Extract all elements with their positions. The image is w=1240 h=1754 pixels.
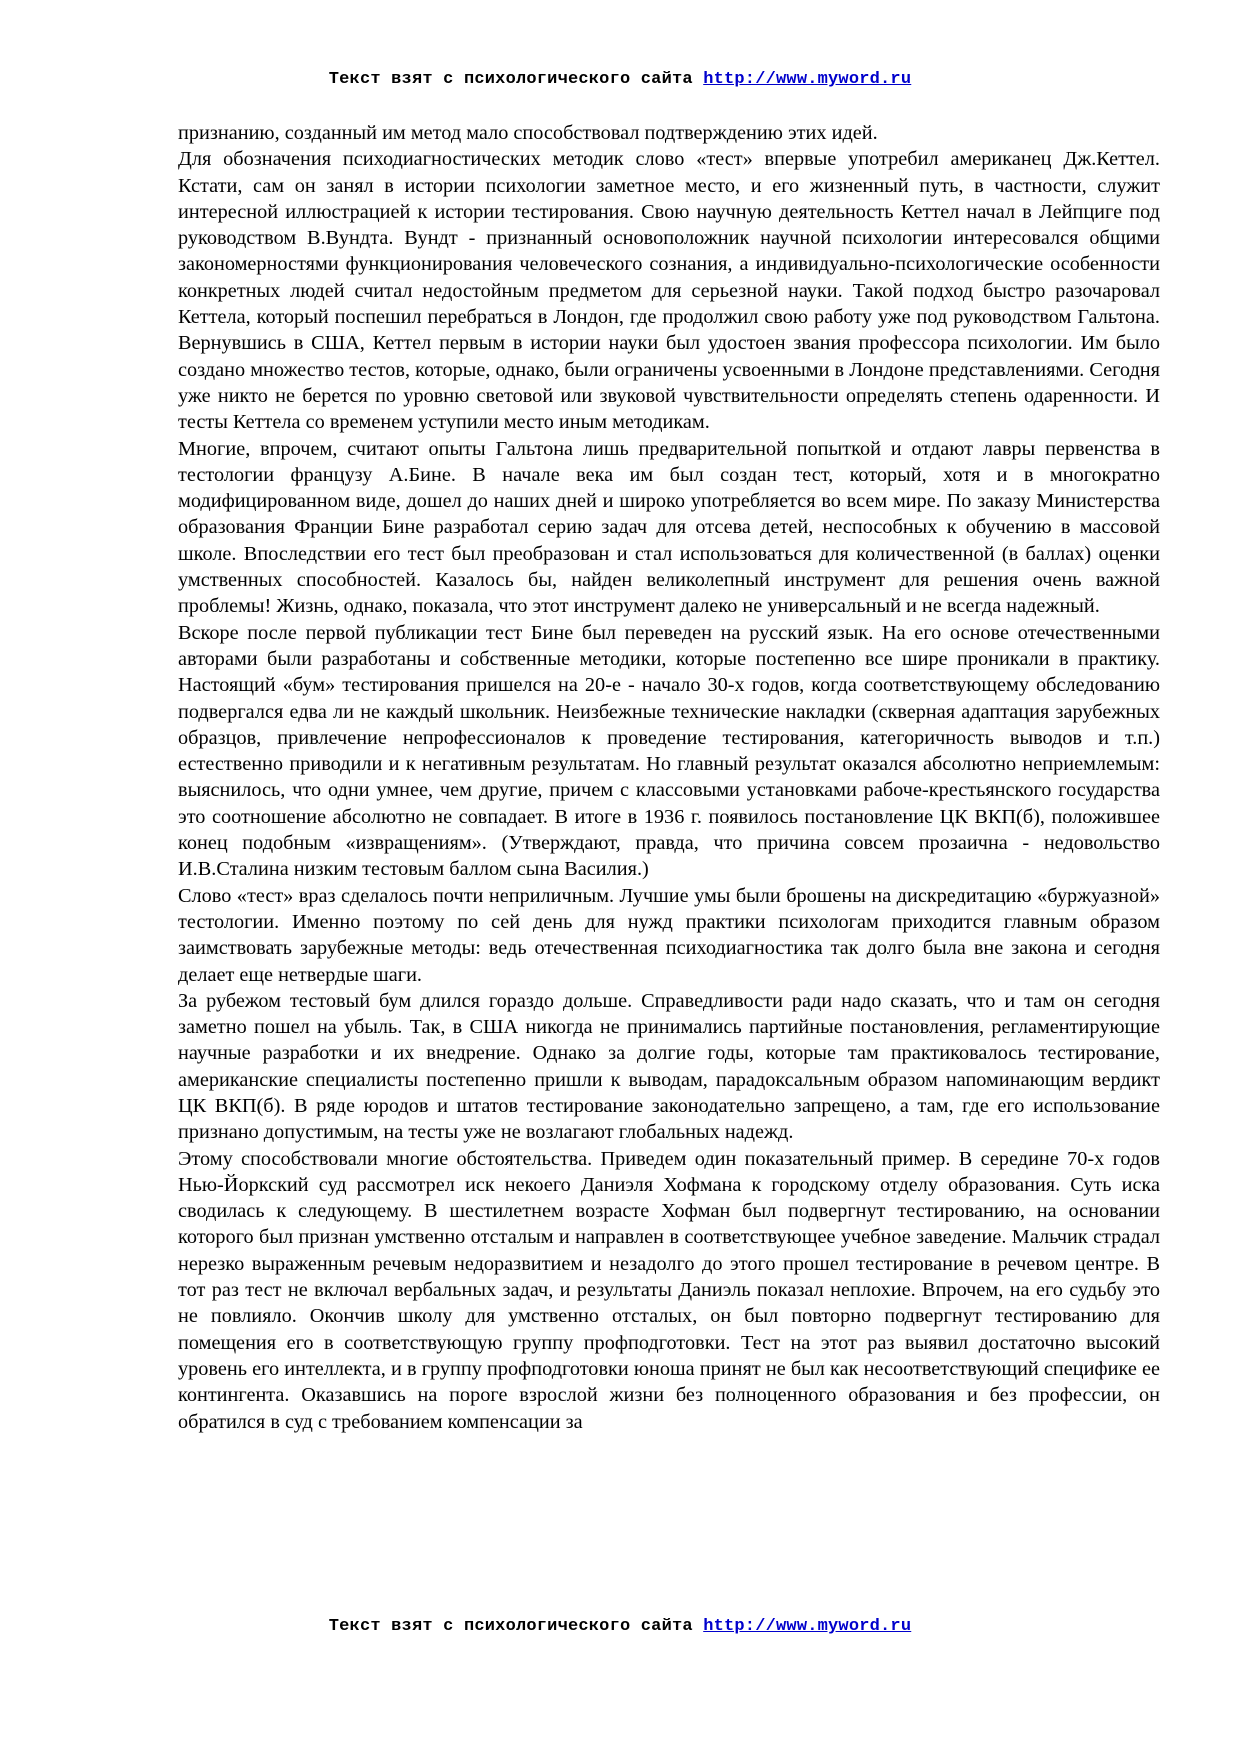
header-site-link[interactable]: http://www.myword.ru [703,70,912,89]
paragraph: Этому способствовали многие обстоятельства. Приведем один показательный пример. В середине 70-х годов Нью-Йоркский суд рассмотрел иск некоего Даниэля Хофмана к городскому отделу образования. Суть иска сводилась к следующему. В шестилетнем возрасте Хофман был подвергнут тестированию, на основании которого был признан умственно отсталым и направлен в соответствующее учебное заведение. Мальчик страдал нерезко выраженным речевым недоразвитием и незадолго до этого прошел тестирование в речевом центре. В тот раз тест не включал вербальных задач, и результаты Даниэль показал неплохие. Впрочем, на его судьбу это не повлияло. Окончив школу для умственно отсталых, он был повторно подвергнут тестированию для помещения его в соответствующую группу профподготовки. Тест на этот раз выявил достаточно высокий уровень его интеллекта, и в группу профподготовки юноша принят не был как несоответствующий специфике ее контингента. Оказавшись на пороге взрослой жизни без полноценного образования и без профессии, он обратился в суд с требованием компенсации за [178,1147,1160,1433]
header-text: Текст взят с психологического сайта [328,70,693,89]
paragraph: За рубежом тестовый бум длился гораздо дольше. Справедливости ради надо сказать, что и там он сегодня заметно пошел на убыль. Так, в США никогда не принимались партийные постановления, регламентирующие научные разработки и их внедрение. Однако за долгие годы, которые там практиковалось тестирование, американские специалисты постепенно пришли к выводам, парадоксальным образом напоминающим вердикт ЦК ВКП(б). В ряде юродов и штатов тестирование законодательно запрещено, а там, где его использование признано допустимым, на тесты уже не возлагают глобальных надежд. [178,989,1160,1144]
page-footer [0,1617,1240,1636]
paragraph: Вскоре после первой публикации тест Бине был переведен на русский язык. На его основе отечественными авторами были разработаны и собственные методики, которые постепенно все шире проникали в практику. Настоящий «бум» тестирования пришелся на 20-е - начало 30-х годов, когда соответствующему обследованию подвергался едва ли не каждый школьник. Неизбежные технические накладки (скверная адаптация зарубежных образцов, привлечение непрофессионалов к проведение тестирования, категоричность выводов и т.п.) естественно приводили и к негативным результатам. Но главный результат оказался абсолютно неприемлемым: выяснилось, что одни умнее, чем другие, причем с классовыми установками рабоче-крестьянского государства это соотношение абсолютно не совпадает. В итоге в 1936 г. появилось постановление ЦК ВКП(б), положившее конец подобным «извращениям». (Утверждают, правда, что причина совсем прозаична - недовольство И.В.Сталина низким тестовым баллом сына Василия.) [178,621,1160,881]
page-header [0,70,1240,89]
paragraph: Многие, впрочем, считают опыты Гальтона лишь предварительной попыткой и отдают лавры первенства в тестологии французу А.Бине. В начале века им был создан тест, который, хотя и в многократно модифицированном виде, дошел до наших дней и широко употребляется во всем мире. По заказу Министерства образования Франции Бине разработал серию задач для отсева детей, неспособных к обучению в массовой школе. Впоследствии его тест был преобразован и стал использоваться для количественной (в баллах) оценки умственных способностей. Казалось бы, найден великолепный инструмент для решения очень важной проблемы! Жизнь, однако, показала, что этот инструмент далеко не универсальный и не всегда надежный. [178,437,1160,618]
document-body [178,120,1160,1435]
footer-text: Текст взят с психологического сайта [328,1617,693,1636]
paragraph: Слово «тест» враз сделалось почти неприличным. Лучшие умы были брошены на дискредитацию «буржуазной» тестологии. Именно поэтому по сей день для нужд практики психологам приходится главным образом заимствовать зарубежные методы: ведь отечественная психодиагностика так долго была вне закона и сегодня делает еще нетвердые шаги. [178,884,1160,986]
paragraph: признанию, созданный им метод мало способствовал подтверждению этих идей. [178,122,878,144]
footer-site-link[interactable]: http://www.myword.ru [703,1617,912,1636]
paragraph: Для обозначения психодиагностических методик слово «тест» впервые употребил американец Дж.Кеттел. Кстати, сам он занял в истории психологии заметное место, и его жизненный путь, в частности, служит интересной иллюстрацией к истории тестирования. Свою научную деятельность Кеттел начал в Лейпциге под руководством В.Вундта. Вундт - признанный основоположник научной психологии интересовался общими закономерностями функционирования человеческого сознания, а индивидуально-психологические особенности конкретных людей считал недостойным предметом для серьезной науки. Такой подход быстро разочаровал Кеттела, который поспешил перебраться в Лондон, где продолжил свою работу уже под руководством Гальтона. Вернувшись в США, Кеттел первым в истории науки был удостоен звания профессора психологии. Им было создано множество тестов, которые, однако, были ограничены усвоенными в Лондоне представлениями. Сегодня уже никто не берется по уровню световой или звуковой чувствительности определять степень одаренности. И тесты Кеттела со временем уступили место иным методикам. [178,148,1160,434]
